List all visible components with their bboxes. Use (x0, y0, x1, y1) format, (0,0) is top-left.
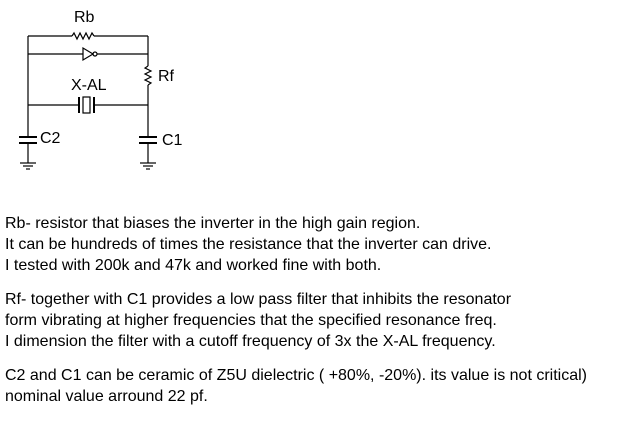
component-notes (5, 213, 641, 420)
rf-resistor (145, 36, 151, 136)
c2-label: C2 (40, 130, 61, 147)
rf-label: Rf (158, 68, 174, 85)
rf-note (5, 289, 641, 352)
crystal-xal (28, 97, 148, 113)
note-line: Rb- resistor that biases the inverter in the high gain region. (5, 215, 421, 232)
note-line: nominal value arround 22 pf. (5, 388, 208, 405)
note-line: It can be hundreds of times the resistance that the inverter can drive. (5, 236, 492, 253)
c1-ground-icon (140, 163, 156, 169)
inverter (28, 48, 148, 60)
c1-capacitor (139, 137, 157, 163)
c2-capacitor (19, 137, 37, 163)
note-line: I tested with 200k and 47k and worked fine with both. (5, 257, 382, 274)
rb-wire (28, 33, 148, 39)
note-line: I dimension the filter with a cutoff frequency of 3x the X-AL frequency. (5, 333, 496, 350)
note-line: form vibrating at higher frequencies that the specified resonance freq. (5, 312, 497, 329)
note-line: Rf- together with C1 provides a low pass filter that inhibits the resonator (5, 291, 512, 308)
oscillator-schematic (0, 0, 260, 190)
xal-label: X-AL (71, 77, 107, 94)
capacitor-note (5, 365, 641, 407)
rb-note (5, 213, 641, 276)
c2-ground-icon (20, 163, 36, 169)
c1-label: C1 (162, 132, 183, 149)
rb-label: Rb (74, 9, 95, 26)
note-line: C2 and C1 can be ceramic of Z5U dielectric ( +80%, -20%). its value is not critical) (5, 367, 588, 384)
